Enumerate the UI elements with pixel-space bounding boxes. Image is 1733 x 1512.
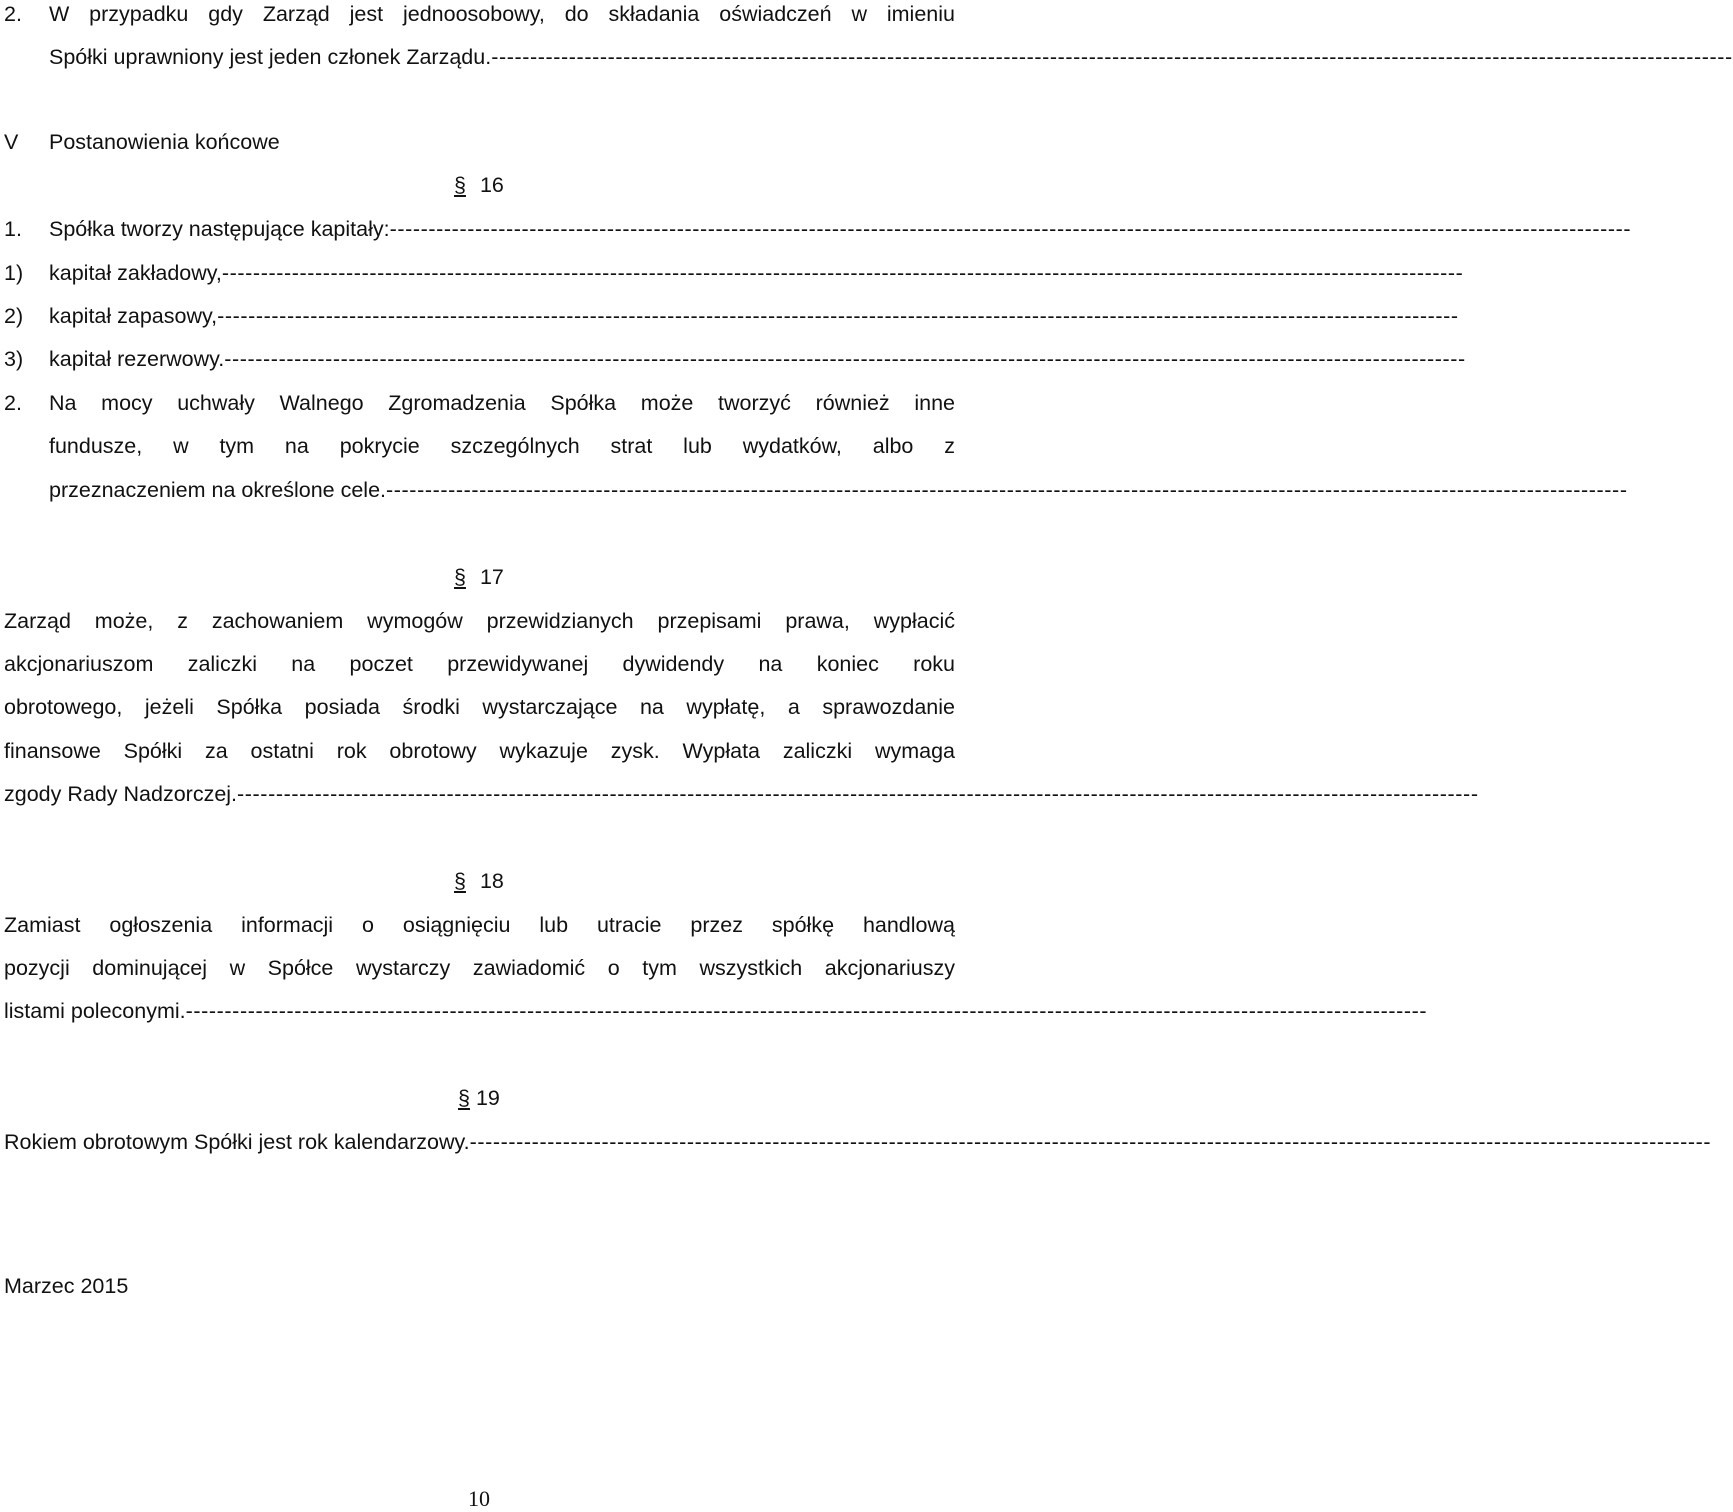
chapter-heading: Postanowienia końcowe: [49, 130, 280, 154]
paragraph-line-filled: [4, 999, 1428, 1024]
paragraph-line: W przypadku gdy Zarząd jest jednoosobowy, do składania oświadczeń w imieniu: [49, 2, 955, 26]
paragraph-text: zgody Rady Nadzorczej.: [4, 782, 238, 806]
paragraph-text: listami poleconymi.: [4, 999, 186, 1023]
paragraph-line-filled: [49, 478, 1628, 503]
paragraph-text: Spółka tworzy następujące kapitały:: [49, 217, 390, 241]
dash-filler: ----------------------------------------------------------------------------------------------------------------------------------------------------------------: [221, 261, 1464, 285]
paragraph-text: przeznaczeniem na określone cele.: [49, 478, 387, 502]
dash-filler: ----------------------------------------------------------------------------------------------------------------------------------------------------------------: [185, 999, 1428, 1023]
item-number: 2.: [4, 391, 22, 415]
chapter-roman: V: [4, 130, 19, 154]
list-number: 1): [4, 261, 24, 285]
paragraph-line-filled: [49, 217, 1632, 242]
dash-filler: ----------------------------------------------------------------------------------------------------------------------------------------------------------------: [491, 45, 1733, 69]
section-number: 16: [479, 173, 504, 197]
list-item: [49, 304, 1459, 329]
paragraph-line-filled: [4, 1130, 1712, 1155]
dash-filler: ----------------------------------------------------------------------------------------------------------------------------------------------------------------: [217, 304, 1459, 328]
list-item: [49, 347, 1466, 372]
paragraph-line: Zamiast ogłoszenia informacji o osiągnięciu lub utracie przez spółkę handlową: [4, 913, 955, 937]
section-sign: §: [454, 565, 466, 589]
item-number: 1.: [4, 217, 22, 241]
paragraph-line: obrotowego, jeżeli Spółka posiada środki wystarczające na wypłatę, a sprawozdanie: [4, 695, 955, 719]
paragraph-text: Rokiem obrotowym Spółki jest rok kalendarzowy.: [4, 1130, 470, 1154]
paragraph-text: Spółki uprawniony jest jeden członek Zarządu.: [49, 45, 492, 69]
list-item: [49, 261, 1464, 286]
dash-filler: ----------------------------------------------------------------------------------------------------------------------------------------------------------------: [469, 1130, 1712, 1154]
paragraph-line: akcjonariuszom zaliczki na poczet przewidywanej dywidendy na koniec roku: [4, 652, 955, 676]
dash-filler: ----------------------------------------------------------------------------------------------------------------------------------------------------------------: [224, 347, 1466, 371]
document-date: Marzec 2015: [4, 1274, 129, 1298]
paragraph-line: fundusze, w tym na pokrycie szczególnych strat lub wydatków, albo z: [49, 434, 955, 458]
page-number: 10: [468, 1486, 490, 1511]
section-heading-17: [454, 565, 504, 590]
paragraph-line: Zarząd może, z zachowaniem wymogów przewidzianych przepisami prawa, wypłacić: [4, 609, 955, 633]
section-number: 19: [475, 1086, 500, 1110]
section-sign: §: [458, 1086, 470, 1110]
list-item-text: kapitał zapasowy,: [49, 304, 218, 328]
dash-filler: ----------------------------------------------------------------------------------------------------------------------------------------------------------------: [237, 782, 1479, 806]
list-number: 2): [4, 304, 24, 328]
list-item-text: kapitał zakładowy,: [49, 261, 222, 285]
dash-filler: ----------------------------------------------------------------------------------------------------------------------------------------------------------------: [389, 217, 1632, 241]
section-sign: §: [454, 869, 466, 893]
paragraph-line-filled: [49, 45, 1733, 70]
paragraph-line: Na mocy uchwały Walnego Zgromadzenia Spółka może tworzyć również inne: [49, 391, 955, 415]
section-heading-18: [454, 869, 504, 894]
section-sign: §: [454, 173, 466, 197]
paragraph-line-filled: [4, 782, 1479, 807]
dash-filler: ----------------------------------------------------------------------------------------------------------------------------------------------------------------: [386, 478, 1628, 502]
section-heading-19: [458, 1086, 500, 1111]
item-number: 2.: [4, 2, 22, 26]
section-heading-16: [454, 173, 504, 198]
list-item-text: kapitał rezerwowy.: [49, 347, 225, 371]
section-number: 18: [479, 869, 504, 893]
paragraph-line: pozycji dominującej w Spółce wystarczy zawiadomić o tym wszystkich akcjonariuszy: [4, 956, 955, 980]
paragraph-line: finansowe Spółki za ostatni rok obrotowy wykazuje zysk. Wypłata zaliczki wymaga: [4, 739, 955, 763]
list-number: 3): [4, 347, 24, 371]
section-number: 17: [479, 565, 504, 589]
